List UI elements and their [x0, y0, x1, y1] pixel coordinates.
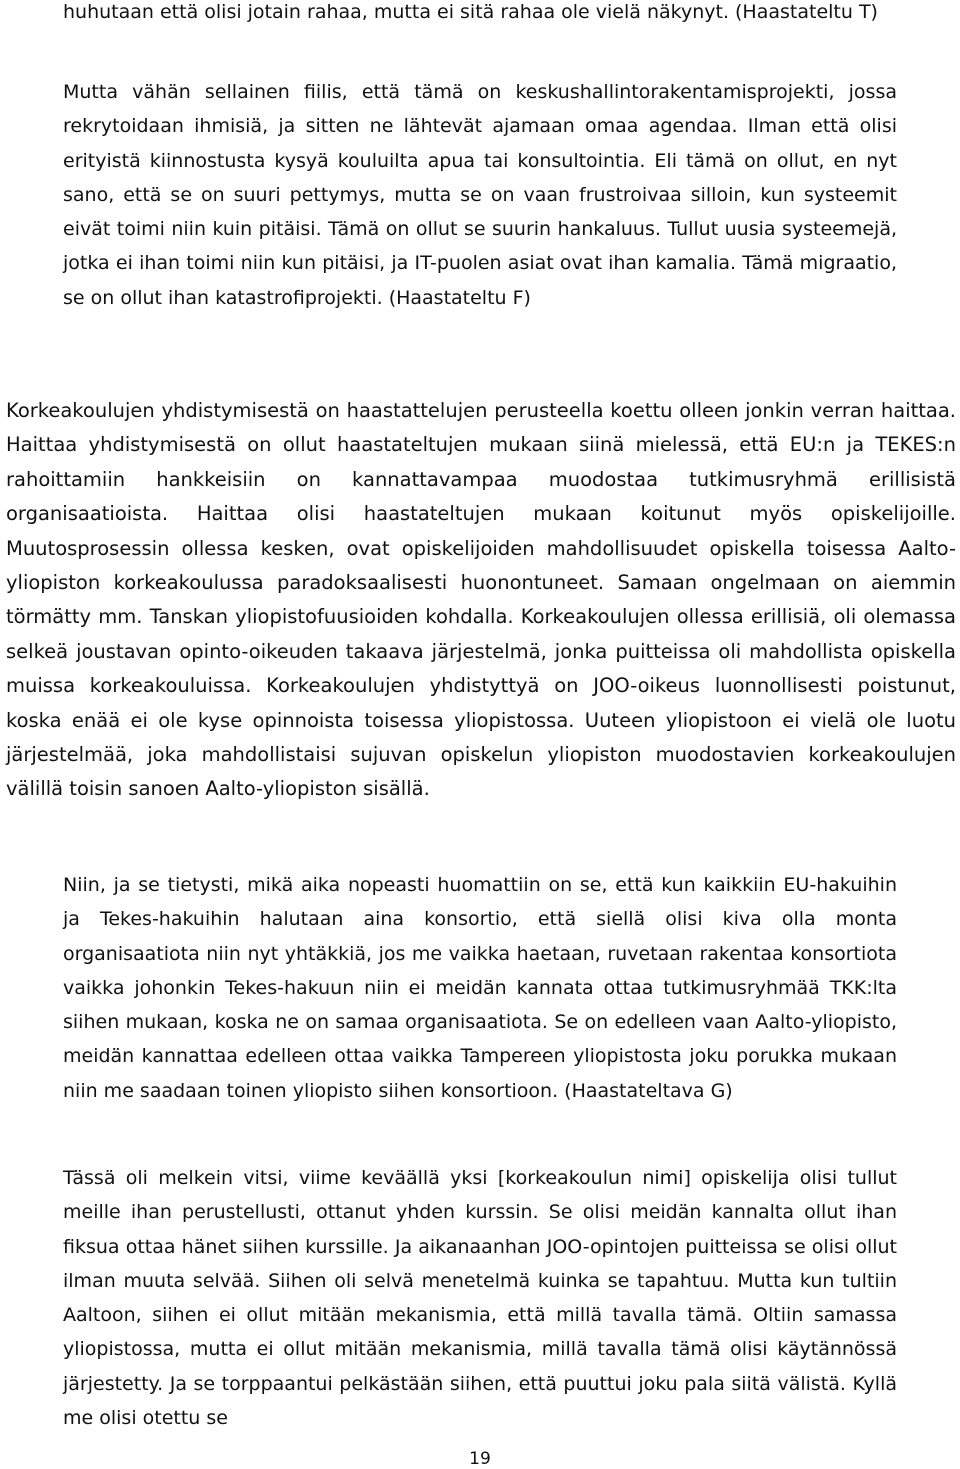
page-number: 19: [469, 1449, 491, 1469]
body-paragraph: Korkeakoulujen yhdistymisestä on haastattelujen perusteella koettu olleen jonkin verran haittaa. Haittaa yhdistymisestä on ollut haastateltujen mukaan siinä mielessä, että EU:n ja TEKES:n rahoittamiin hankkeisiin on kannattavampaa muodostaa tutkimusryhmä erillisistä organisaatioista. Haittaa olisi haastateltujen mukaan koitunut myös opiskelijoille. Muutosprosessin ollessa kesken, ovat opiskelijoiden mahdollisuudet opiskella toisessa Aalto-yliopiston korkeakoulussa paradoksaalisesti huonontuneet. Samaan ongelmaan on aiemmin törmätty mm. Tanskan yliopistofuusioiden kohdalla. Korkeakoulujen ollessa erillisiä, oli olemassa selkeä joustavan opinto-oikeuden takaava järjestelmä, jonka puitteissa oli mahdollista opiskella muissa korkeakouluissa. Korkeakoulujen yhdistyttyä on JOO-oikeus luonnollisesti poistunut, koska enää ei ole kyse opinnoista toisessa yliopistossa. Uuteen yliopistoon ei vielä ole luotu järjestelmää, joka mahdollistaisi sujuvan opiskelun yliopiston muodostavien korkeakoulujen välillä toisin sanoen Aalto-yliopiston sisällä.: [6, 399, 956, 801]
interview-quote: Niin, ja se tietysti, mikä aika nopeasti huomattiin on se, että kun kaikkiin EU-hakuihin ja Tekes-hakuihin halutaan aina konsortio, että siellä olisi kiva olla monta organisaatiota niin nyt yhtäkkiä, jos me vaikka haetaan, ruvetaan rakentaa konsortiota vaikka johonkin Tekes-hakuun niin ei meidän kannata ottaa tutkimusryhmää TKK:lta siihen mukaan, koska ne on samaa organisaatiota. Se on edelleen vaan Aalto-yliopisto, meidän kannattaa edelleen ottaa vaikka Tampereen yliopistosta joku porukka mukaan niin me saadaan toinen yliopisto siihen konsortioon. (Haastateltava G): [63, 874, 897, 1102]
interview-quote: Mutta vähän sellainen fiilis, että tämä on keskushallintorakentamisprojekti, jossa rekrytoidaan ihmisiä, ja sitten ne lähtevät ajamaan omaa agendaa. Ilman että olisi erityistä kiinnostusta kysyä kouluilta apua tai konsultointia. Eli tämä on ollut, en nyt sano, että se on suuri pettymys, mutta se on vaan frustroivaa silloin, kun systeemit eivät toimi niin kuin pitäisi. Tämä on ollut se suurin hankaluus. Tullut uusia systeemejä, jotka ei ihan toimi niin kun pitäisi, ja IT-puolen asiat ovat ihan kamalia. Tämä migraatio, se on ollut ihan katastrofiprojekti. (Haastateltu F): [63, 81, 897, 309]
interview-quote: huhutaan että olisi jotain rahaa, mutta ei sitä rahaa ole vielä näkynyt. (Haastateltu T): [63, 1, 878, 23]
interview-quote: Tässä oli melkein vitsi, viime keväällä yksi [korkeakoulun nimi] opiskelija olisi tullut meille ihan perustellusti, ottanut yhden kurssin. Se olisi meidän kannalta ollut ihan fiksua ottaa hänet siihen kurssille. Ja aikanaanhan JOO-opintojen puitteissa se olisi ollut ilman muuta selvää. Siihen oli selvä menetelmä kuinka se tapahtuu. Mutta kun tultiin Aaltoon, siihen ei ollut mitään mekanismia, että millä tavalla tämä. Oltiin samassa yliopistossa, mutta ei ollut mitään mekanismia, millä tavalla tämä olisi käytännössä järjestetty. Ja se torppaantui pelkästään siihen, että puuttui joku pala siitä välistä. Kyllä me olisi otettu se: [63, 1167, 897, 1430]
